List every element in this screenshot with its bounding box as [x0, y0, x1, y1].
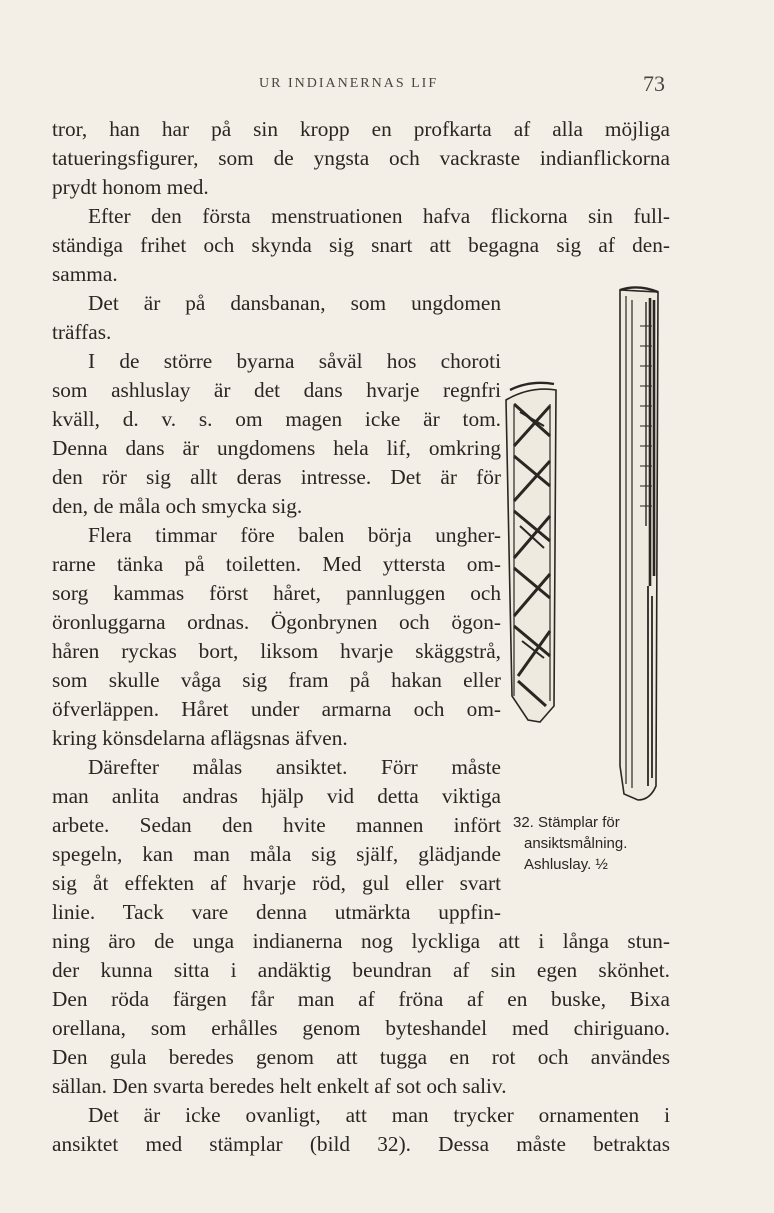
page-number: 73 [643, 71, 665, 96]
text-line: som skulle våga sig fram på hakan eller [52, 668, 501, 692]
text-line: samma. [52, 262, 118, 286]
text-line: den, de måla och smycka sig. [52, 494, 303, 518]
text-line: der kunna sitta i andäktig beundran af sin egen skönhet. [52, 958, 670, 982]
text-line: träffas. [52, 320, 112, 344]
caption-line: ansiktsmålning. [524, 835, 628, 852]
text-line: den rör sig allt deras intresse. Det är för [52, 465, 501, 489]
text-line: Den gula beredes genom att tugga en rot och användes [52, 1045, 670, 1069]
text-line: öfverläppen. Håret under armarna och om- [52, 697, 501, 721]
text-line: Flera timmar före balen börja ungher- [88, 523, 501, 547]
text-line: tror, han har på sin kropp en profkarta af alla möjliga [52, 117, 670, 141]
text-line: Denna dans är ungdomens hela lif, omkring [52, 436, 501, 460]
text-line: Det är på dansbanan, som ungdomen [88, 291, 501, 315]
text-line: orellana, som erhålles genom byteshandel med chiriguano. [52, 1016, 670, 1040]
text-line: linie. Tack vare denna utmärkta uppfin- [52, 900, 501, 924]
caption-line: Ashluslay. ½ [524, 856, 608, 873]
text-line: prydt honom med. [52, 175, 209, 199]
text-line: ständiga frihet och skynda sig snart att begagna sig af den- [52, 233, 670, 257]
text-line: I de större byarna såväl hos choroti [88, 349, 501, 373]
text-line: öronluggarna ordnas. Ögonbrynen och ögon- [52, 610, 501, 634]
short-stamp [506, 383, 556, 722]
text-line: håren ryckas bort, liksom hvarje skäggstrå, [52, 639, 501, 663]
text-line: sig åt effekten af hvarje röd, gul eller svart [52, 871, 501, 895]
text-line: som ashluslay är det dans hvarje regnfri [52, 378, 501, 402]
text-line: Efter den första menstruationen hafva flickorna sin full- [88, 204, 670, 228]
text-line: ning äro de unga indianerna nog lyckliga att i långa stun- [52, 929, 670, 953]
figure-caption [513, 812, 673, 875]
text-line: Den röda färgen får man af fröna af en buske, Bixa [52, 987, 670, 1011]
figure-32-stamps [500, 286, 672, 806]
text-line: Därefter målas ansiktet. Förr måste [88, 755, 501, 779]
text-line: rarne tänka på toiletten. Med yttersta om- [52, 552, 501, 576]
text-line: ansiktet med stämplar (bild 32). Dessa måste betraktas [52, 1132, 670, 1156]
text-line: kväll, d. v. s. om magen icke är tom. [52, 407, 501, 431]
text-line: spegeln, kan man måla sig själf, glädjande [52, 842, 501, 866]
text-line: kring könsdelarna aflägsnas äfven. [52, 726, 348, 750]
text-line: man anlita andras hjälp vid detta viktiga [52, 784, 501, 808]
long-stamp [620, 287, 658, 800]
stamps-illustration [500, 286, 672, 806]
text-line: tatueringsfigurer, som de yngsta och vackraste indianflickorna [52, 146, 670, 170]
running-head: UR INDIANERNAS LIF [259, 76, 439, 91]
text-line: Det är icke ovanligt, att man trycker ornamenten i [88, 1103, 670, 1127]
page-header [0, 71, 774, 100]
caption-line: 32. Stämplar för [513, 814, 620, 831]
text-line: sorg kammas först håret, pannluggen och [52, 581, 501, 605]
text-line: arbete. Sedan den hvite mannen infört [52, 813, 501, 837]
text-line: sällan. Den svarta beredes helt enkelt af sot och saliv. [52, 1074, 507, 1098]
